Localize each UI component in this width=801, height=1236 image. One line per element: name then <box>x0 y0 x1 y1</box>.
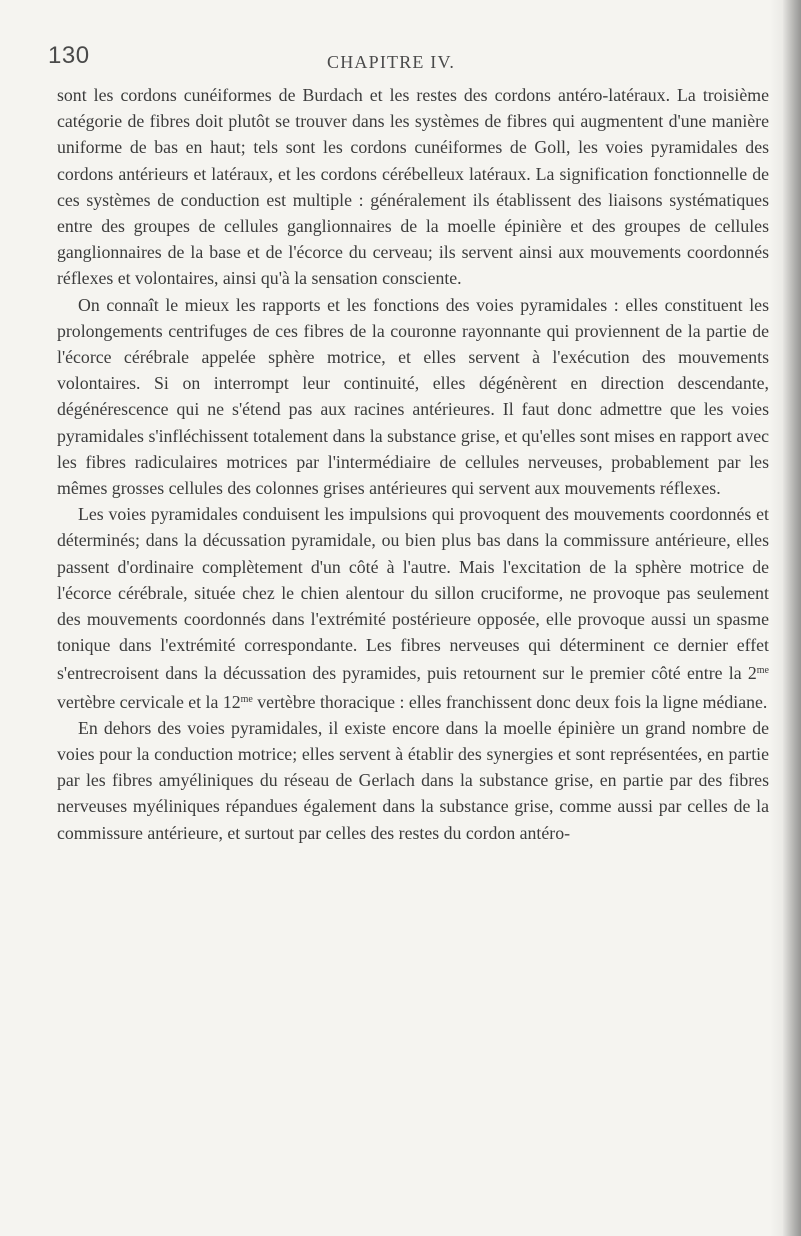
paragraph-text-part: Les voies pyramidales conduisent les impulsions qui provoquent des mouvements coordonnés et déterminés; dans la décussation pyramidale, ou bien plus bas dans la commissure antérieure, elles passent d'ordinaire complètement d'un côté à l'autre. Mais l'excitation de la sphère motrice de l'écorce cérébrale, située chez le chien alentour du sillon cruciforme, ne provoque pas seulement des mouvements coordonnés dans l'extrémité postérieure opposée, elle provoque aussi un spasme tonique dans l'extrémité correspondante. Les fibres nerveuses qui déterminent ce dernier effet s'entrecroisent dans la décussation des pyramides, puis retournent sur le premier côté entre la 2 <box>57 504 769 684</box>
ordinal-superscript: me <box>240 693 253 705</box>
paragraph-text-part: vertèbre thoracique : elles franchissent donc deux fois la ligne médiane. <box>252 691 768 712</box>
chapter-title: CHAPITRE IV. <box>327 52 456 72</box>
page-header <box>48 42 768 74</box>
paragraph-conduction-motrice: En dehors des voies pyramidales, il existe encore dans la moelle épinière un grand nombre de voies pour la conduction motrice; elles servent à établir des synergies et sont représentées, en partie par les fibres amyéliniques du réseau de Gerlach dans la substance grise, en partie par des fibres nerveuses myéliniques répandues également dans la substance grise, comme aussi par celles de la commissure antérieure, et surtout par celles des restes du cordon antéro- <box>57 717 769 843</box>
paragraph-voies-pyramidales: On connaît le mieux les rapports et les fonctions des voies pyramidales : elles constituent les prolongements centrifuges de ces fibres de la couronne rayonnante qui proviennent de la partie de l'écorce cérébrale appelée sphère motrice, et elles servent à l'exécution des mouvements volontaires. Si on interrompt leur continuité, elles dégénèrent en direction descendante, dégénérescence qui ne s'étend pas aux racines antérieures. Il faut donc admettre que les voies pyramidales s'infléchissent totalement dans la substance grise, et qu'elles sont mises en rapport avec les fibres radiculaires motrices par l'intermédiaire de cellules nerveuses, probablement par les mêmes grosses cellules des colonnes grises antérieures qui servent aux mouvements réflexes. <box>57 294 769 499</box>
body-text <box>57 82 769 846</box>
paragraph-impulsions <box>57 501 769 715</box>
page-edge-shadow <box>783 0 801 1236</box>
page-number: 130 <box>48 42 90 69</box>
paragraph-continued: sont les cordons cunéiformes de Burdach et les restes des cordons antéro-latéraux. La troisième catégorie de fibres doit plutôt se trouver dans les systèmes de fibres qui augmentent d'une manière uniforme de bas en haut; tels sont les cordons cunéiformes de Goll, les voies pyramidales des cordons antérieurs et latéraux, et les cordons cérébelleux latéraux. La signification fonctionnelle de ces systèmes de conduction est multiple : généralement ils établissent des liaisons systématiques entre des groupes de cellules ganglionnaires de la moelle épinière et des groupes de cellules ganglionnaires de la base et de l'écorce du cerveau; ils servent ainsi aux mouvements coordonnés réflexes et volontaires, ainsi qu'à la sensation consciente. <box>57 85 769 289</box>
paragraph-text-part: vertèbre cervicale et la 12 <box>57 691 241 712</box>
ordinal-superscript: me <box>756 665 769 677</box>
